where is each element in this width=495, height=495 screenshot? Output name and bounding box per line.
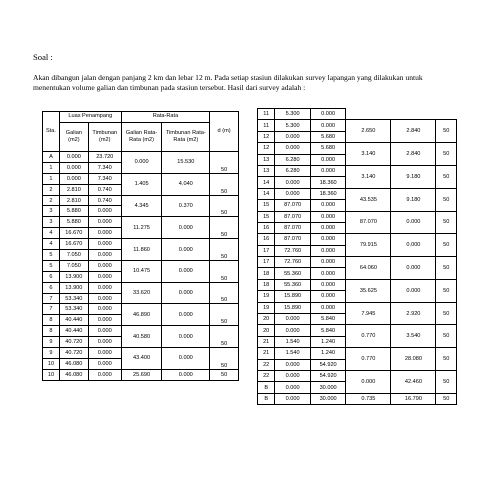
table-row (258, 165, 457, 176)
galian-cell: 40.440 (59, 326, 88, 337)
sta-cell: 7 (43, 304, 60, 315)
sta-cell: 2 (43, 195, 60, 206)
galian-cell: 5.880 (59, 206, 88, 217)
problem-paragraph (33, 73, 463, 93)
galian-cell: 0.000 (59, 152, 88, 163)
timbunan-cell: 0.000 (88, 326, 121, 337)
galian-cell: 46.080 (59, 369, 88, 380)
table-row (258, 120, 457, 131)
sta-cell: B (258, 393, 275, 404)
timbunan-cell: 0.740 (88, 184, 121, 195)
sta-cell: A (43, 152, 60, 163)
timbunan-cell: 30.000 (310, 382, 346, 393)
galian-rata-cell: 11.275 (121, 217, 162, 239)
timbunan-rata-cell: 0.000 (162, 304, 210, 326)
galian-cell: 0.000 (275, 393, 311, 404)
galian-cell: 0.000 (275, 370, 311, 381)
sta-cell: 22 (258, 370, 275, 381)
galian-rata-cell: 0.000 (346, 370, 391, 393)
sta-cell: 1 (43, 162, 60, 173)
galian-cell: 2.810 (59, 184, 88, 195)
galian-cell: 87.070 (275, 211, 311, 222)
d-cell: 50 (436, 325, 457, 348)
d-cell: 50 (436, 348, 457, 371)
timbunan-cell: 0.000 (88, 250, 121, 261)
table-row (43, 348, 239, 359)
d-cell: 50 (210, 348, 239, 370)
table-row (258, 325, 457, 336)
sta-cell: 15 (258, 200, 275, 211)
timbunan-rata-cell: 0.000 (162, 239, 210, 261)
galian-cell: 87.070 (275, 222, 311, 233)
sta-cell: 6 (43, 282, 60, 293)
galian-cell: 0.000 (275, 325, 311, 336)
table-row (43, 173, 239, 184)
galian-cell: 55.360 (275, 268, 311, 279)
table-row (43, 369, 239, 380)
timbunan-cell: 0.000 (310, 154, 346, 165)
galian-cell: 0.000 (275, 382, 311, 393)
timbunan-cell: 0.000 (310, 291, 346, 302)
sta-cell: 21 (258, 348, 275, 359)
sta-cell: 11 (258, 120, 275, 131)
timbunan-cell: 5.680 (310, 131, 346, 142)
d-cell: 50 (436, 188, 457, 211)
galian-rata-cell: 43.400 (121, 348, 162, 370)
timbunan-cell: 0.000 (310, 268, 346, 279)
sta-cell: 18 (258, 268, 275, 279)
timbunan-cell: 0.000 (310, 222, 346, 233)
timbunan-cell: 0.000 (310, 200, 346, 211)
sta-cell: 8 (43, 326, 60, 337)
timbunan-rata-cell: 15.530 (162, 152, 210, 174)
sta-cell: 22 (258, 359, 275, 370)
sta-cell: 14 (258, 177, 275, 188)
galian-cell: 16.670 (59, 239, 88, 250)
galian-rata-cell: 40.580 (121, 326, 162, 348)
timbunan-cell: 23.720 (88, 152, 121, 163)
timbunan-cell: 0.000 (88, 260, 121, 271)
galian-rata-cell: 7.945 (346, 302, 391, 325)
galian-rata-cell: 43.535 (346, 188, 391, 211)
galian-rata-cell: 1.405 (121, 173, 162, 195)
sta-cell: 17 (258, 257, 275, 268)
table-row (258, 302, 457, 313)
sta-cell: 17 (258, 245, 275, 256)
timbunan-cell: 0.000 (88, 282, 121, 293)
d-cell: 50 (210, 239, 239, 261)
galian-cell: 2.810 (59, 195, 88, 206)
sta-cell: 3 (43, 206, 60, 217)
timbunan-cell: 0.740 (88, 195, 121, 206)
d-cell: 50 (436, 211, 457, 234)
galian-cell: 0.000 (275, 359, 311, 370)
d-cell: 50 (436, 143, 457, 166)
timbunan-rata-cell: 0.000 (391, 211, 436, 234)
galian-cell: 6.280 (275, 165, 311, 176)
timbunan-cell: 18.360 (310, 177, 346, 188)
sta-cell: 20 (258, 325, 275, 336)
timbunan-rata-cell: 0.000 (162, 348, 210, 370)
table-row (43, 260, 239, 271)
timbunan-rata-cell: 0.000 (162, 260, 210, 282)
sta-cell: 13 (258, 154, 275, 165)
galian-rata-cell: 0.770 (346, 325, 391, 348)
timbunan-cell: 0.000 (88, 315, 121, 326)
sta-cell: 21 (258, 336, 275, 347)
table-row (258, 348, 457, 359)
timbunan-rata-cell: 28.080 (391, 348, 436, 371)
table-row (258, 211, 457, 222)
galian-cell: 0.000 (59, 173, 88, 184)
sta-cell: B (258, 382, 275, 393)
galian-cell: 87.070 (275, 200, 311, 211)
timbunan-rata-cell: 0.000 (391, 257, 436, 280)
timbunan-cell: 0.000 (88, 293, 121, 304)
sta-cell: 16 (258, 222, 275, 233)
d-cell: 50 (436, 370, 457, 393)
d-cell: 50 (210, 152, 239, 174)
galian-cell: 55.360 (275, 279, 311, 290)
left-survey-table (42, 111, 239, 381)
d-cell: 50 (436, 279, 457, 302)
galian-rata-cell: 33.620 (121, 282, 162, 304)
table-row (43, 282, 239, 293)
sta-cell: 9 (43, 337, 60, 348)
galian-cell: 72.760 (275, 257, 311, 268)
timbunan-rata-cell: 0.000 (162, 326, 210, 348)
galian-cell: 13.900 (59, 282, 88, 293)
galian-rata-cell: 3.140 (346, 165, 391, 188)
table-row (43, 217, 239, 228)
timbunan-rata-cell: 0.370 (162, 195, 210, 217)
timbunan-cell: 0.000 (88, 217, 121, 228)
galian-rata-cell: 35.625 (346, 279, 391, 302)
d-cell: 50 (436, 393, 457, 404)
galian-cell: 0.000 (59, 162, 88, 173)
d-cell: 50 (436, 165, 457, 188)
timbunan-rata-cell: 9.180 (391, 165, 436, 188)
timbunan-cell: 0.000 (88, 206, 121, 217)
timbunan-cell: 54.920 (310, 359, 346, 370)
timbunan-rata-cell: 9.180 (391, 188, 436, 211)
sta-cell: 12 (258, 143, 275, 154)
timbunan-cell: 54.920 (310, 370, 346, 381)
header-d: d (m) (210, 112, 239, 152)
sta-cell: 13 (258, 165, 275, 176)
timbunan-cell: 0.000 (310, 279, 346, 290)
table-row (258, 188, 457, 199)
d-cell: 50 (436, 257, 457, 280)
timbunan-rata-cell: 0.000 (162, 282, 210, 304)
timbunan-rata-cell: 2.840 (391, 143, 436, 166)
timbunan-rata-cell: 0.000 (391, 234, 436, 257)
timbunan-cell: 7.340 (88, 173, 121, 184)
galian-cell: 15.890 (275, 302, 311, 313)
galian-cell: 7.050 (59, 260, 88, 271)
timbunan-cell: 18.360 (310, 188, 346, 199)
galian-rata-cell: 2.650 (346, 120, 391, 143)
sta-cell: 18 (258, 279, 275, 290)
soal-label: Soal : (33, 52, 53, 62)
sta-cell: 12 (258, 131, 275, 142)
galian-cell: 46.080 (59, 358, 88, 369)
table-row (43, 195, 239, 206)
sta-cell: 9 (43, 348, 60, 359)
timbunan-cell: 0.000 (88, 239, 121, 250)
sta-cell: 7 (43, 293, 60, 304)
galian-cell: 15.890 (275, 291, 311, 302)
timbunan-cell: 0.000 (88, 337, 121, 348)
sta-cell: 3 (43, 217, 60, 228)
galian-rata-cell: 87.070 (346, 211, 391, 234)
paragraph-line-2: menentukan volume galian dan timbunan pada stasiun tersebut. Hasil dari survey adalah : (33, 83, 306, 92)
header-sta: Sta. (43, 112, 60, 152)
timbunan-rata-cell: 0.000 (162, 369, 210, 380)
sta-cell: 10 (43, 369, 60, 380)
sta-cell: 8 (43, 315, 60, 326)
timbunan-cell: 0.000 (310, 165, 346, 176)
header-galian-rata: Galian Rata-Rata (m2) (121, 123, 162, 152)
timbunan-rata-cell: 16.790 (391, 393, 436, 404)
galian-cell: 0.000 (275, 177, 311, 188)
right-survey-table (257, 108, 457, 405)
galian-cell: 0.000 (275, 143, 311, 154)
timbunan-cell: 0.000 (310, 120, 346, 131)
galian-rata-cell: 79.915 (346, 234, 391, 257)
table-row (43, 304, 239, 315)
sta-cell: 19 (258, 291, 275, 302)
sta-cell: 11 (258, 109, 275, 120)
table-row (43, 239, 239, 250)
table-row (258, 234, 457, 245)
timbunan-cell: 7.340 (88, 162, 121, 173)
timbunan-rata-cell: 4.040 (162, 173, 210, 195)
sta-cell: 6 (43, 271, 60, 282)
sta-cell: 20 (258, 314, 275, 325)
timbunan-rata-cell: 42.460 (391, 370, 436, 393)
d-cell: 50 (436, 234, 457, 257)
header-galian: Galian (m2) (59, 123, 88, 152)
sta-cell: 4 (43, 239, 60, 250)
galian-rata-cell: 64.060 (346, 257, 391, 280)
galian-rata-cell: 3.140 (346, 143, 391, 166)
galian-cell: 13.900 (59, 271, 88, 282)
table-row (43, 326, 239, 337)
timbunan-rata-cell: 0.000 (391, 279, 436, 302)
galian-cell: 53.340 (59, 304, 88, 315)
galian-cell: 0.000 (275, 131, 311, 142)
timbunan-rata-cell: 2.840 (391, 120, 436, 143)
paragraph-line-1: Akan dibangun jalan dengan panjang 2 km dan lebar 12 m. Pada setiap stasiun dilakukan survey lapangan yang dilakukan untuk (33, 73, 423, 82)
galian-cell: 1.540 (275, 336, 311, 347)
table-row (258, 279, 457, 290)
table-row (43, 152, 239, 163)
galian-rata-cell: 25.690 (121, 369, 162, 380)
timbunan-cell: 0.000 (88, 369, 121, 380)
galian-cell: 0.000 (275, 314, 311, 325)
timbunan-cell: 0.000 (88, 271, 121, 282)
timbunan-cell: 0.000 (310, 211, 346, 222)
galian-cell: 7.050 (59, 250, 88, 261)
timbunan-rata-cell: 3.540 (391, 325, 436, 348)
galian-cell: 5.300 (275, 120, 311, 131)
table-row (258, 393, 457, 404)
sta-cell: 15 (258, 211, 275, 222)
galian-rata-cell: 0.770 (346, 348, 391, 371)
timbunan-cell: 0.000 (310, 245, 346, 256)
timbunan-cell: 0.000 (88, 348, 121, 359)
d-cell: 50 (436, 120, 457, 143)
sta-cell: 5 (43, 260, 60, 271)
header-timbunan-rata: Timbunan Rata-Rata (m2) (162, 123, 210, 152)
timbunan-cell: 5.680 (310, 143, 346, 154)
sta-cell: 16 (258, 234, 275, 245)
table-row (258, 257, 457, 268)
table-row (258, 143, 457, 154)
timbunan-cell: 5.840 (310, 314, 346, 325)
d-cell: 50 (436, 302, 457, 325)
sta-cell: 2 (43, 184, 60, 195)
d-cell: 50 (210, 260, 239, 282)
galian-cell: 53.340 (59, 293, 88, 304)
galian-rata-cell: 4.345 (121, 195, 162, 217)
timbunan-rata-cell: 2.920 (391, 302, 436, 325)
sta-cell: 4 (43, 228, 60, 239)
blank-cell (346, 109, 457, 120)
sta-cell: 10 (43, 358, 60, 369)
galian-cell: 5.880 (59, 217, 88, 228)
d-cell: 50 (210, 195, 239, 217)
galian-cell: 87.070 (275, 234, 311, 245)
galian-cell: 72.760 (275, 245, 311, 256)
galian-cell: 40.720 (59, 348, 88, 359)
timbunan-cell: 5.840 (310, 325, 346, 336)
d-cell: 50 (210, 369, 239, 380)
galian-cell: 0.000 (275, 188, 311, 199)
timbunan-cell: 0.000 (88, 358, 121, 369)
timbunan-cell: 30.000 (310, 393, 346, 404)
sta-cell: 19 (258, 302, 275, 313)
galian-cell: 40.440 (59, 315, 88, 326)
sta-cell: 5 (43, 250, 60, 261)
galian-rata-cell: 0.000 (121, 152, 162, 174)
d-cell: 50 (210, 173, 239, 195)
galian-rata-cell: 0.735 (346, 393, 391, 404)
header-luas-penampang: Luas Penampang (59, 112, 121, 123)
table-row (258, 370, 457, 381)
galian-cell: 5.300 (275, 109, 311, 120)
timbunan-cell: 0.000 (310, 109, 346, 120)
timbunan-cell: 0.000 (310, 234, 346, 245)
galian-cell: 40.720 (59, 337, 88, 348)
sta-cell: 1 (43, 173, 60, 184)
timbunan-cell: 0.000 (310, 257, 346, 268)
timbunan-cell: 0.000 (310, 302, 346, 313)
galian-cell: 6.280 (275, 154, 311, 165)
galian-rata-cell: 11.860 (121, 239, 162, 261)
header-rata-rata: Rata-Rata (121, 112, 209, 123)
header-timbunan: Timbunan (m2) (88, 123, 121, 152)
d-cell: 50 (210, 282, 239, 304)
timbunan-cell: 1.240 (310, 336, 346, 347)
timbunan-rata-cell: 0.000 (162, 217, 210, 239)
sta-cell: 14 (258, 188, 275, 199)
timbunan-cell: 0.000 (88, 304, 121, 315)
galian-cell: 16.670 (59, 228, 88, 239)
table-row (258, 109, 457, 120)
d-cell: 50 (210, 304, 239, 326)
timbunan-cell: 1.240 (310, 348, 346, 359)
d-cell: 50 (210, 217, 239, 239)
galian-rata-cell: 46.890 (121, 304, 162, 326)
d-cell: 50 (210, 326, 239, 348)
timbunan-cell: 0.000 (88, 228, 121, 239)
galian-rata-cell: 10.475 (121, 260, 162, 282)
galian-cell: 1.540 (275, 348, 311, 359)
